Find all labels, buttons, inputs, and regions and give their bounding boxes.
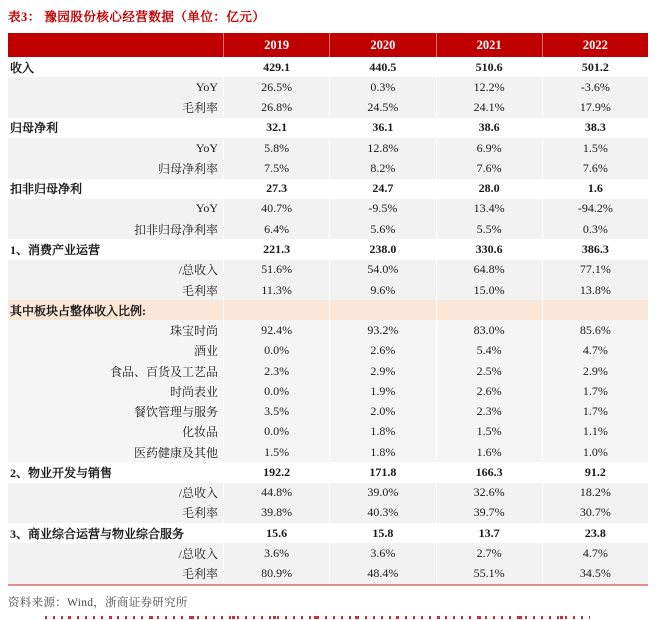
row-label: 归母净利: [10, 121, 59, 136]
row-value: 2.7%: [436, 543, 542, 563]
table-row: [8, 543, 648, 563]
row-value: 1.9%: [329, 381, 435, 401]
row-value: 7.6%: [542, 158, 648, 178]
row-value: 13.8%: [542, 280, 648, 300]
row-label: 3、商业综合运营与物业综合服务: [10, 526, 185, 541]
row-value: 2.9%: [542, 361, 648, 381]
table-row: [8, 98, 648, 118]
row-value: 2.5%: [436, 361, 542, 381]
table-header-row: [8, 33, 648, 57]
row-label: 收入: [10, 60, 35, 75]
row-label: 毛利率: [181, 567, 218, 582]
row-value: 15.0%: [436, 280, 542, 300]
row-value: 3.6%: [329, 543, 435, 563]
row-value: 5.8%: [223, 138, 329, 158]
row-value: 24.1%: [436, 98, 542, 118]
row-value: 2.6%: [329, 341, 435, 361]
table-row: [8, 280, 648, 300]
table-row: [8, 77, 648, 97]
row-label: 2、物业开发与销售: [10, 465, 113, 480]
row-label: /总收入: [178, 263, 218, 278]
row-value: 166.3: [436, 462, 542, 482]
row-label: 扣非归母净利率: [133, 222, 218, 237]
row-value: 15.6: [223, 523, 329, 543]
row-value: -3.6%: [542, 77, 648, 97]
row-value: [436, 300, 542, 320]
row-value: 2.0%: [329, 402, 435, 422]
row-value: 1.5%: [223, 442, 329, 462]
row-value: 440.5: [329, 57, 435, 77]
row-value: 1.1%: [542, 422, 648, 442]
row-value: 8.2%: [329, 158, 435, 178]
row-value: 2.3%: [223, 361, 329, 381]
row-value: 30.7%: [542, 503, 648, 523]
row-value: 40.3%: [329, 503, 435, 523]
row-value: 48.4%: [329, 564, 435, 584]
row-value: 80.9%: [223, 564, 329, 584]
row-value: 32.1: [223, 118, 329, 138]
row-value: [329, 300, 435, 320]
table-row: [8, 564, 648, 584]
row-label: /总收入: [178, 486, 218, 501]
row-value: 34.5%: [542, 564, 648, 584]
row-value: 221.3: [223, 239, 329, 259]
table-row: [8, 158, 648, 178]
row-value: 0.0%: [223, 341, 329, 361]
row-label: 餐饮管理与服务: [133, 405, 218, 420]
row-label: 1、消费产业运营: [10, 243, 101, 258]
row-value: 28.0: [436, 179, 542, 199]
row-value: 510.6: [436, 57, 542, 77]
row-value: 501.2: [542, 57, 648, 77]
row-value: 85.6%: [542, 320, 648, 340]
row-value: 39.8%: [223, 503, 329, 523]
row-value: 1.5%: [542, 138, 648, 158]
table-row: [8, 462, 648, 482]
row-value: 40.7%: [223, 199, 329, 219]
row-value: 238.0: [329, 239, 435, 259]
row-value: 44.8%: [223, 483, 329, 503]
table-row: [8, 381, 648, 401]
row-value: 11.3%: [223, 280, 329, 300]
row-value: 5.5%: [436, 219, 542, 239]
data-table: [8, 33, 648, 586]
row-value: 1.6%: [436, 442, 542, 462]
row-value: 3.6%: [223, 543, 329, 563]
table-row: [8, 442, 648, 462]
table-title: 表3： 豫园股份核心经营数据（单位：亿元）: [8, 10, 266, 24]
row-value: 0.0%: [223, 422, 329, 442]
row-value: 24.5%: [329, 98, 435, 118]
table-row: [8, 118, 648, 138]
row-value: 24.7: [329, 179, 435, 199]
row-value: 386.3: [542, 239, 648, 259]
row-label: 毛利率: [181, 101, 218, 116]
table-row: [8, 402, 648, 422]
table-row: [8, 219, 648, 239]
row-value: 0.3%: [329, 77, 435, 97]
table-row: [8, 422, 648, 442]
row-value: -94.2%: [542, 199, 648, 219]
table-row: [8, 341, 648, 361]
table-row: [8, 483, 648, 503]
row-value: 55.1%: [436, 564, 542, 584]
row-label: 酒业: [193, 344, 218, 359]
row-value: 39.7%: [436, 503, 542, 523]
row-label: 归母净利率: [157, 161, 218, 176]
row-value: 17.9%: [542, 98, 648, 118]
table-row: [8, 179, 648, 199]
row-value: 7.6%: [436, 158, 542, 178]
header-year-2021: 2021: [436, 33, 542, 57]
row-label: 毛利率: [181, 506, 218, 521]
row-value: 0.0%: [223, 381, 329, 401]
row-value: 2.9%: [329, 361, 435, 381]
row-value: 15.8: [329, 523, 435, 543]
table-body: [8, 57, 648, 586]
table-row: [8, 199, 648, 219]
row-value: 13.7: [436, 523, 542, 543]
table-row: [8, 57, 648, 77]
row-value: 1.0%: [542, 442, 648, 462]
row-value: 1.5%: [436, 422, 542, 442]
row-value: 13.4%: [436, 199, 542, 219]
row-value: 93.2%: [329, 320, 435, 340]
row-value: 32.6%: [436, 483, 542, 503]
row-label: 医药健康及其他: [133, 445, 218, 460]
row-value: 192.2: [223, 462, 329, 482]
row-value: 6.4%: [223, 219, 329, 239]
row-value: 64.8%: [436, 260, 542, 280]
row-value: 83.0%: [436, 320, 542, 340]
row-value: 12.8%: [329, 138, 435, 158]
row-value: 51.6%: [223, 260, 329, 280]
row-value: 4.7%: [542, 341, 648, 361]
row-label: YoY: [195, 79, 218, 94]
row-label: 珠宝时尚: [169, 324, 218, 339]
row-value: 91.2: [542, 462, 648, 482]
row-value: 7.5%: [223, 158, 329, 178]
table-row: [8, 320, 648, 340]
row-value: 429.1: [223, 57, 329, 77]
table-row: [8, 300, 648, 320]
row-value: 4.7%: [542, 543, 648, 563]
row-value: 38.3: [542, 118, 648, 138]
table-row: [8, 260, 648, 280]
row-value: 3.5%: [223, 402, 329, 422]
row-value: 92.4%: [223, 320, 329, 340]
header-year-2019: 2019: [223, 33, 329, 57]
row-value: 26.8%: [223, 98, 329, 118]
table-row: [8, 503, 648, 523]
row-label: 扣非归母净利: [10, 182, 83, 197]
row-label: YoY: [195, 201, 218, 216]
row-value: 39.0%: [329, 483, 435, 503]
row-label: 时尚表业: [169, 384, 218, 399]
row-value: [542, 300, 648, 320]
row-label: 化妆品: [181, 425, 218, 440]
row-value: 330.6: [436, 239, 542, 259]
row-value: 1.7%: [542, 381, 648, 401]
row-value: 0.3%: [542, 219, 648, 239]
row-value: [223, 300, 329, 320]
row-value: 1.8%: [329, 422, 435, 442]
row-value: 171.8: [329, 462, 435, 482]
row-value: 6.9%: [436, 138, 542, 158]
header-year-2020: 2020: [329, 33, 435, 57]
row-value: 18.2%: [542, 483, 648, 503]
row-value: 26.5%: [223, 77, 329, 97]
clipped-red-text-fragment: [45, 616, 590, 619]
row-label: 其中板块占整体收入比例:: [10, 303, 146, 318]
row-value: 5.6%: [329, 219, 435, 239]
row-value: 1.6: [542, 179, 648, 199]
row-value: 38.6: [436, 118, 542, 138]
header-empty-cell: [8, 33, 223, 57]
row-value: 5.4%: [436, 341, 542, 361]
row-label: 食品、百货及工艺品: [109, 364, 218, 379]
row-value: 27.3: [223, 179, 329, 199]
table-row: [8, 138, 648, 158]
row-label: YoY: [195, 140, 218, 155]
row-value: 9.6%: [329, 280, 435, 300]
table-row: [8, 523, 648, 543]
row-label: /总收入: [178, 547, 218, 561]
row-value: 1.7%: [542, 402, 648, 422]
table-row: [8, 361, 648, 381]
row-value: 2.6%: [436, 381, 542, 401]
row-value: 1.8%: [329, 442, 435, 462]
row-label: 毛利率: [181, 283, 218, 298]
row-value: -9.5%: [329, 199, 435, 219]
row-value: 23.8: [542, 523, 648, 543]
table-row: [8, 239, 648, 259]
row-value: 12.2%: [436, 77, 542, 97]
row-value: 36.1: [329, 118, 435, 138]
row-value: 2.3%: [436, 402, 542, 422]
row-value: 77.1%: [542, 260, 648, 280]
source-note: 资料来源：Wind，浙商证券研究所: [8, 597, 188, 609]
row-value: 54.0%: [329, 260, 435, 280]
header-year-2022: 2022: [542, 33, 648, 57]
